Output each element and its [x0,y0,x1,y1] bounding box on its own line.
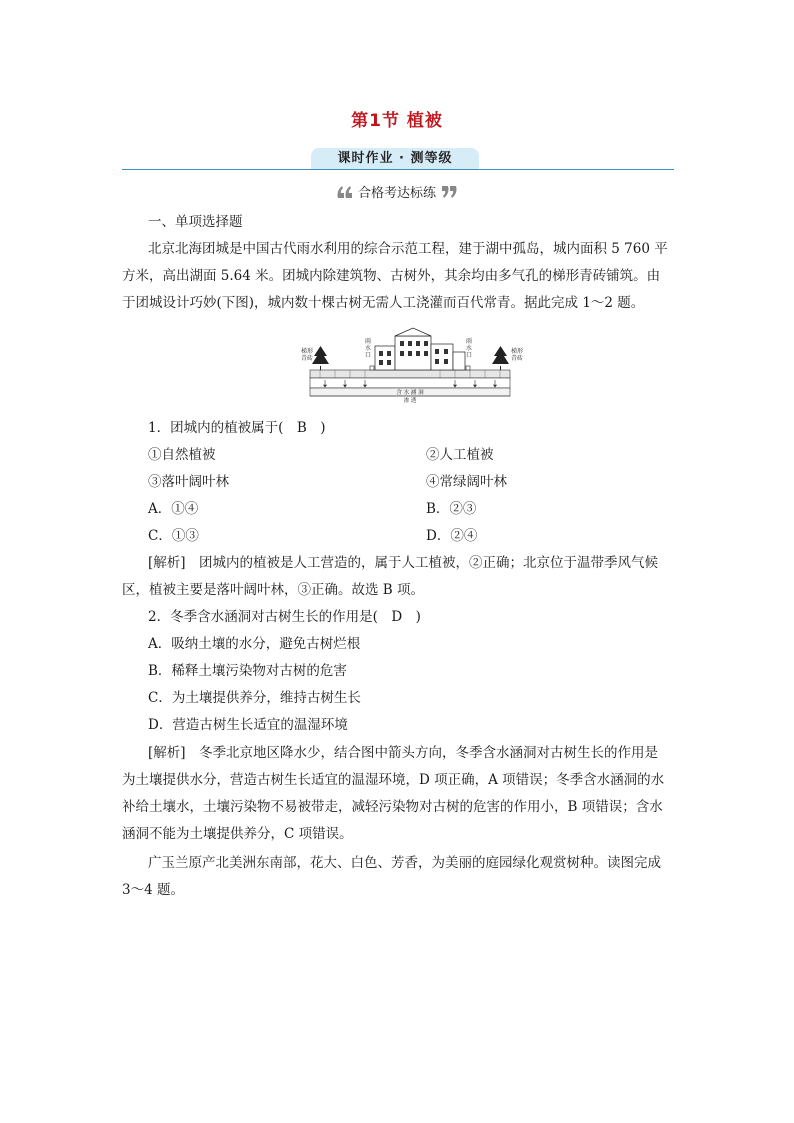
layer-label: 渗 透 [403,398,417,404]
subheading-text: 合格考达标练 [357,186,436,201]
q2-option-a: A．吸纳土壤的水分，避免古树烂根 [148,636,361,652]
open-quote-icon [336,185,354,199]
level-subheading [0,182,794,201]
q1-analysis-line: [解析] 团城内的植被是人工营造的，属于人工植被，②正确；北京位于温带季风气候 [148,555,659,571]
right-brick-label: 梯形 [511,348,524,355]
q2-option-d: D．营造古树生长适宜的温湿环境 [148,717,348,733]
culvert-label: 含 水 涵 洞 [396,390,424,396]
section-banner: 课时作业 · 测等级 [311,148,479,169]
q1-item-4: ④常绿阔叶林 [426,474,507,490]
passage-2-line: 3～4 题。 [122,882,184,898]
page-title: 第1节 植被 [351,111,443,131]
passage-line: 北京北海团城是中国古代雨水利用的综合示范工程，建于湖中孤岛，城内面积 5 760 平 [148,241,668,257]
q2-option-c: C．为土壤提供养分，维持古树生长 [148,690,361,706]
passage-line: 方米，高出湖面 5.64 米。团城内除建筑物、古树外，其余均由多气孔的梯形青砖铺筑。由 [122,268,661,284]
q2-analysis-line: 补给土壤水，土壤污染物不易被带走，减轻污染物对古树的危害的作用小，B 项错误；含水 [122,799,663,815]
tuancheng-diagram [290,326,530,404]
left-brick-label-2: 青砖 [301,355,314,362]
section-heading: 一、单项选择题 [148,214,243,230]
passage-line: 于团城设计巧妙(下图)，城内数十棵古树无需人工浇灌而百代常青。据此完成 1～2 题。 [122,295,645,311]
left-inlet-label-3: 口 [365,352,372,359]
left-inlet-label: 雨 [365,338,372,345]
right-inlet-label-3: 口 [466,352,473,359]
q2-analysis-line: 涵洞不能为土壤提供养分，C 项错误。 [122,826,353,842]
q1-item-2: ②人工植被 [426,447,494,463]
right-brick-label-2: 青砖 [511,355,524,362]
question-2-stem: 2．冬季含水涵洞对古树生长的作用是( D ) [148,609,421,625]
q1-option-d: D．②④ [426,528,478,544]
q1-option-b: B．②③ [426,501,477,517]
q1-item-1: ①自然植被 [148,447,216,463]
q1-item-3: ③落叶阔叶林 [148,474,229,490]
q1-option-a: A．①④ [148,501,199,517]
left-inlet-label-2: 水 [365,345,372,352]
q2-analysis-line: 为土壤提供水分，营造古树生长适宜的温湿环境，D 项正确，A 项错误；冬季含水涵洞的水 [122,772,665,788]
q1-analysis-line: 区，植被主要是落叶阔叶林，③正确。故选 B 项。 [122,582,425,598]
right-inlet-label-2: 水 [466,345,473,352]
question-1-stem: 1．团城内的植被属于( B ) [148,420,326,436]
q2-option-b: B．稀释土壤污染物对古树的危害 [148,663,347,679]
right-inlet-label: 雨 [466,338,473,345]
close-quote-icon [440,185,458,199]
left-brick-label: 梯形 [301,348,314,355]
banner-rule [122,169,674,170]
passage-2-line: 广玉兰原产北美洲东南部，花大、白色、芳香，为美丽的庭园绿化观赏树种。读图完成 [148,855,661,871]
q1-option-c: C．①③ [148,528,199,544]
q2-analysis-line: [解析] 冬季北京地区降水少，结合图中箭头方向，冬季含水涵洞对古树生长的作用是 [148,745,659,761]
